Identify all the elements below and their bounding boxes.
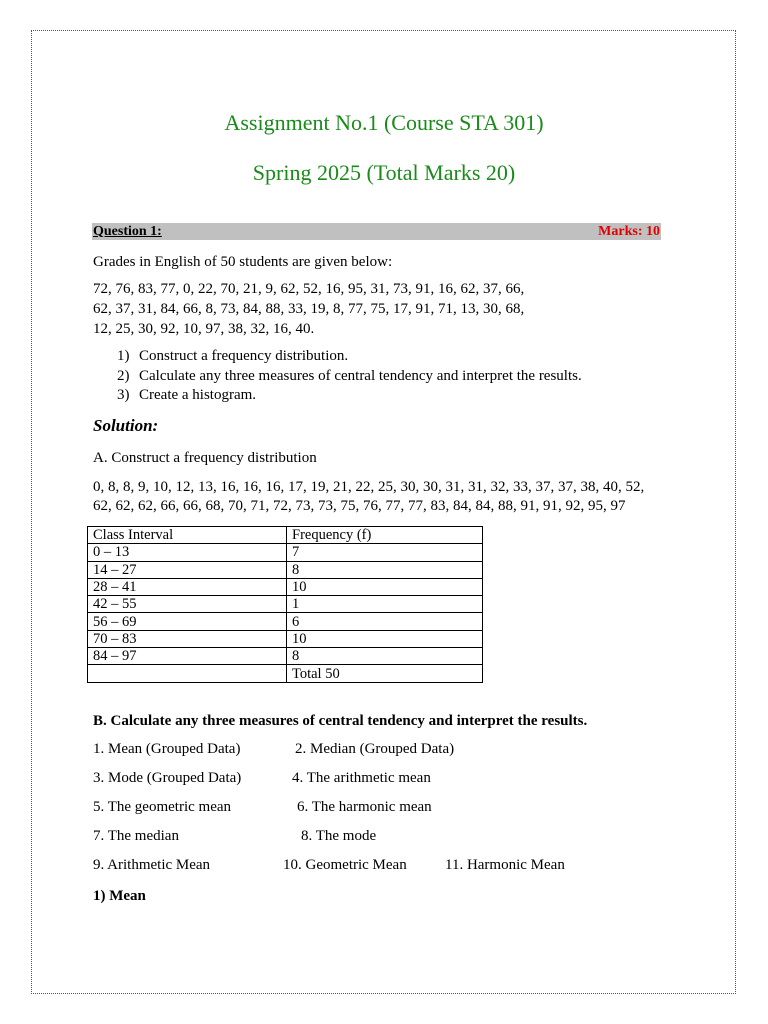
table-cell: 0 – 13	[88, 544, 287, 561]
grades-line: 12, 25, 30, 92, 10, 97, 38, 32, 16, 40.	[93, 321, 315, 337]
table-row	[88, 613, 483, 630]
list-text: Calculate any three measures of central tendency and interpret the results.	[139, 367, 582, 384]
table-header-cell: Class Interval	[88, 527, 287, 544]
table-cell: 70 – 83	[88, 630, 287, 647]
table-row	[88, 630, 483, 647]
table-total-cell: Total 50	[287, 665, 483, 682]
sorted-data-line: 0, 8, 8, 9, 10, 12, 13, 16, 16, 16, 17, 19, 21, 22, 25, 30, 30, 31, 31, 32, 33, 37, 37, 38, 40, 52,	[93, 479, 645, 495]
table-cell: 8	[287, 561, 483, 578]
table-total-row	[88, 665, 483, 682]
table-cell: 10	[287, 578, 483, 595]
assignment-title: Assignment No.1 (Course STA 301)	[224, 110, 544, 135]
table-row	[88, 596, 483, 613]
list-item	[117, 386, 582, 406]
mean-heading: 1) Mean	[93, 888, 146, 904]
grades-line: 72, 76, 83, 77, 0, 22, 70, 21, 9, 62, 52, 16, 95, 31, 73, 91, 16, 62, 37, 66,	[93, 281, 525, 297]
sorted-data-line: 62, 62, 62, 66, 66, 68, 70, 71, 72, 73, 73, 75, 76, 77, 77, 83, 84, 84, 88, 91, 91, 92, 95, 97	[93, 498, 626, 514]
table-header-cell: Frequency (f)	[287, 527, 483, 544]
measure-item: 6. The harmonic mean	[297, 799, 432, 815]
table-cell: 14 – 27	[88, 561, 287, 578]
part-a-heading: A. Construct a frequency distribution	[93, 450, 317, 466]
table-header-row	[88, 527, 483, 544]
table-row	[88, 578, 483, 595]
frequency-table	[87, 526, 483, 683]
table-cell: 10	[287, 630, 483, 647]
measure-item: 9. Arithmetic Mean	[93, 857, 211, 873]
list-text: Create a histogram.	[139, 387, 257, 403]
list-number: 1)	[117, 348, 130, 364]
question-label: Question 1:	[93, 224, 162, 239]
list-item	[117, 367, 582, 387]
marks-label: Marks: 10	[598, 224, 660, 239]
solution-heading: Solution:	[93, 416, 159, 435]
table-cell: 1	[287, 596, 483, 613]
table-cell: 42 – 55	[88, 596, 287, 613]
table-cell-empty	[88, 665, 287, 682]
measure-item: 11. Harmonic Mean	[445, 857, 565, 873]
table-row	[88, 648, 483, 665]
assignment-subtitle: Spring 2025 (Total Marks 20)	[252, 160, 516, 185]
measure-item: 5. The geometric mean	[93, 799, 232, 815]
table-cell: 8	[287, 648, 483, 665]
question-header-bar	[92, 223, 661, 240]
table-cell: 84 – 97	[88, 648, 287, 665]
grades-line: 62, 37, 31, 84, 66, 8, 73, 84, 88, 33, 19, 8, 77, 75, 17, 91, 71, 13, 30, 68,	[93, 301, 525, 317]
list-text: Construct a frequency distribution.	[139, 348, 349, 364]
measure-item: 4. The arithmetic mean	[292, 770, 431, 786]
task-list	[117, 347, 582, 406]
table-row	[88, 544, 483, 561]
table-cell: 56 – 69	[88, 613, 287, 630]
part-b-heading: B. Calculate any three measures of central tendency and interpret the results.	[93, 713, 588, 729]
question-intro: Grades in English of 50 students are given below:	[93, 254, 393, 270]
table-row	[88, 561, 483, 578]
measure-item: 8. The mode	[301, 828, 377, 844]
measure-item: 2. Median (Grouped Data)	[295, 741, 455, 757]
list-item	[117, 347, 582, 367]
table-cell: 7	[287, 544, 483, 561]
list-number: 3)	[117, 387, 130, 403]
measure-item: 7. The median	[93, 828, 179, 844]
measure-item: 3. Mode (Grouped Data)	[93, 770, 242, 786]
table-cell: 6	[287, 613, 483, 630]
list-number: 2)	[117, 367, 130, 384]
measure-item: 10. Geometric Mean	[283, 857, 407, 873]
table-cell: 28 – 41	[88, 578, 287, 595]
measure-item: 1. Mean (Grouped Data)	[93, 741, 241, 757]
